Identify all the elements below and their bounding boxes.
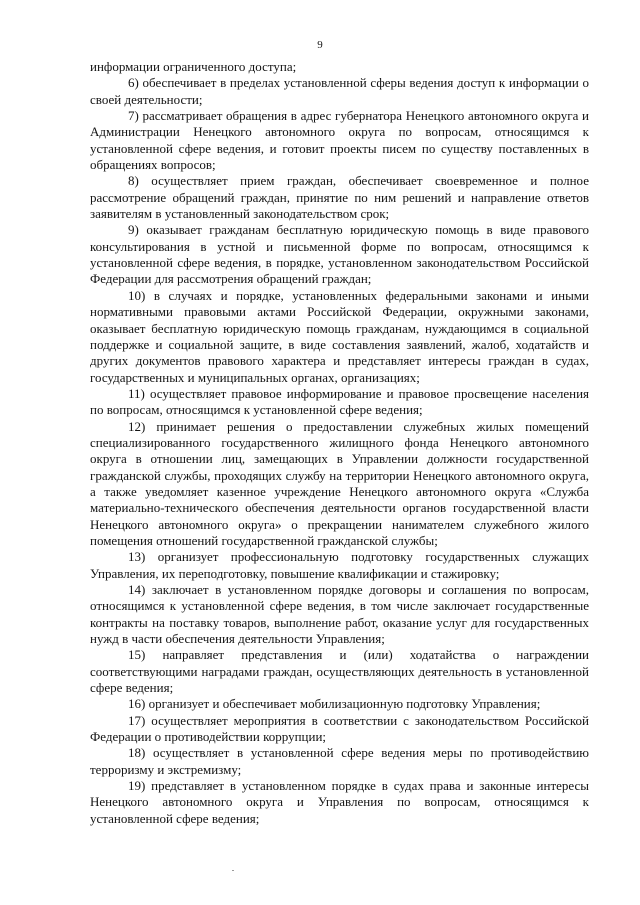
list-item: 18) осуществляет в установленной сфере ведения меры по противодействию терроризму и экстремизму; xyxy=(90,745,589,777)
list-item: 16) организует и обеспечивает мобилизационную подготовку Управления; xyxy=(128,696,541,712)
document-body xyxy=(90,59,589,827)
list-item: 11) осуществляет правовое информирование и правовое просвещение населения по вопросам, относящимся к установленной сфере ведения; xyxy=(90,385,589,418)
list-item: 15) направляет представления и (или) ходатайства о награждении соответствующими наградами граждан, осуществляющих деятельность в установленной сфере ведения; xyxy=(90,647,589,696)
scan-speck xyxy=(232,870,234,871)
list-item: 17) осуществляет мероприятия в соответствии с законодательством Российской Федерации о противодействии коррупции; xyxy=(90,712,589,745)
list-item: 14) заключает в установленном порядке договоры и соглашения по вопросам, относящимся к установленной сфере ведения, в том числе заключает государственные контракты на поставку товаров, выполнение работ, оказание услуг для государственных нужд в части обеспечения деятельности Управления; xyxy=(90,582,589,647)
page-number: 9 xyxy=(317,39,323,51)
list-item: 6) обеспечивает в пределах установленной сферы ведения доступ к информации о своей деятельности; xyxy=(90,75,589,107)
list-item: 19) представляет в установленном порядке в судах права и законные интересы Ненецкого автономного округа и Управления по вопросам, относящимся к установленной сфере ведения; xyxy=(90,778,589,826)
list-item: 13) организует профессиональную подготовку государственных служащих Управления, их переподготовку, повышение квалификации и стажировку; xyxy=(90,549,589,581)
continuation-paragraph: информации ограниченного доступа; xyxy=(90,59,297,74)
list-item: 12) принимает решения о предоставлении служебных жилых помещений специализированного государственного жилищного фонда Ненецкого автономного округа в отношении лиц, замещающих в Управлении должности государственной гражданской службы, проходящих службу на территории Ненецкого автономного округа, а также уведомляет казенное учреждение Ненецкого автономного округа «Служба материально-технического обеспечения деятельности органов государственной власти Ненецкого автономного округа» о прекращении нанимателем служебного жилого помещения отношений государственной гражданской службы; xyxy=(90,418,589,548)
list-item: 8) осуществляет прием граждан, обеспечивает своевременное и полное рассмотрение обращений граждан, принятие по ним решений и направление ответов заявителям в установленный законодательством срок; xyxy=(90,173,589,222)
list-item: 10) в случаях и порядке, установленных федеральными законами и иными нормативными правовыми актами Российской Федерации, окружными законами, оказывает бесплатную юридическую помощь гражданам, нуждающимся в социальной поддержке и социальной защите, в виде составления заявлений, жалоб, ходатайств и других документов правового характера и представляет интересы граждан в судах, государственных и муниципальных органах, организациях; xyxy=(90,287,589,385)
list-item: 7) рассматривает обращения в адрес губернатора Ненецкого автономного округа и Администрации Ненецкого автономного округа по вопросам, относящимся к установленной сфере ведения, и готовит проекты писем по существу поставленных в обращениях вопросов; xyxy=(90,108,589,173)
list-item: 9) оказывает гражданам бесплатную юридическую помощь в виде правового консультирования в устной и письменной форме по вопросам, относящимся к установленной сфере ведения, в порядке, установленном законодательством Российской Федерации для рассмотрения обращений граждан; xyxy=(90,222,589,287)
